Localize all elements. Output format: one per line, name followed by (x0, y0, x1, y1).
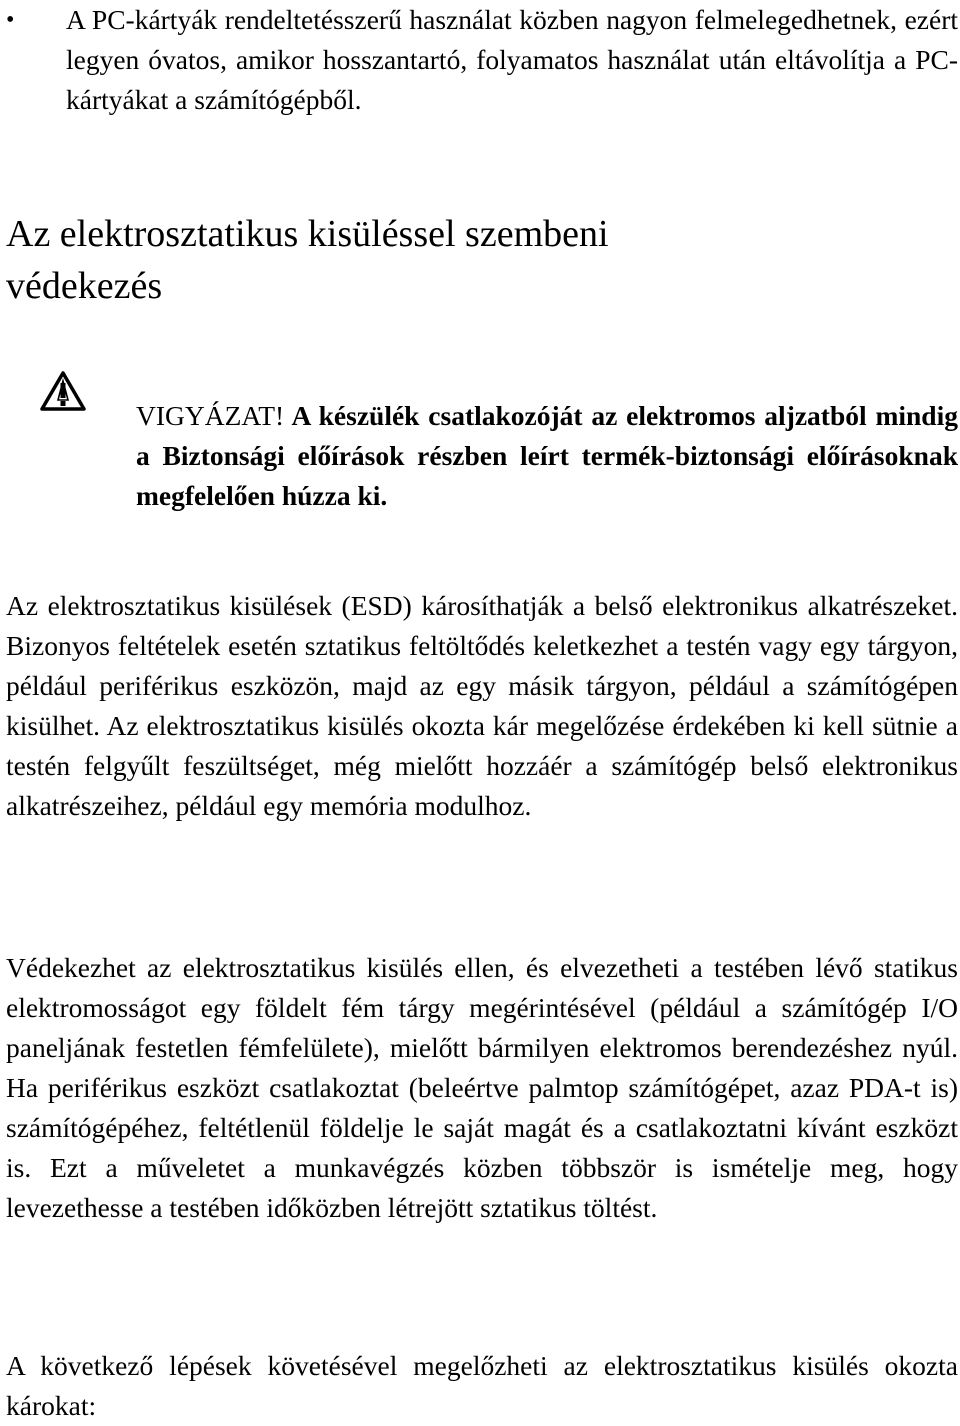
warning-notice (136, 396, 958, 516)
paragraph-steps-intro: A következő lépések követésével megelőzheti az elektrosztatikus kisülés okozta károkat: (6, 1350, 958, 1421)
warning-text: A készülék csatlakozóját az elektromos aljzatból mindig a Biztonsági előírások részben leírt termék-biztonsági előírásoknak megfelelően húzza ki. (136, 400, 958, 511)
heading-line-1: Az elektrosztatikus kisüléssel szembeni (6, 213, 609, 255)
warning-triangle-icon (40, 370, 86, 412)
bullet-text: A PC-kártyák rendeltetésszerű használat közben nagyon felmelegedhetnek, ezért legyen óvatos, amikor hosszantartó, folyamatos használat után eltávolítja a PC-kártyákat a számítógépből. (66, 4, 958, 115)
paragraph-esd-protection: Védekezhet az elektrosztatikus kisülés ellen, és elvezetheti a testében lévő statikus elektromosságot egy földelt fém tárgy megérintésével (például a számítógép I/O paneljának festetlen fémfelülete), mielőtt bármilyen elektromos berendezéshez nyúl. Ha periférikus eszközt csatlakoztat (beleértve palmtop számítógépet, azaz PDA-t is) számítógépéhez, feltétlenül földelje le saját magát és a csatlakoztatni kívánt eszközt is. Ezt a műveletet a munkavégzés közben többször is ismételje meg, hogy levezethesse a testében időközben létrejött sztatikus töltést. (6, 952, 958, 1223)
bullet-symbol: • (6, 7, 15, 33)
warning-label: VIGYÁZAT! (136, 400, 285, 431)
section-heading (6, 208, 906, 312)
heading-line-2: védekezés (6, 265, 163, 307)
paragraph-esd-intro: Az elektrosztatikus kisülések (ESD) károsíthatják a belső elektronikus alkatrészeket. Bizonyos feltételek esetén sztatikus feltöltődés keletkezhet a testén vagy egy tárgyon, például periférikus eszközön, majd az egy másik tárgyon, például a számítógépen kisülhet. Az elektrosztatikus kisülés okozta kár megelőzése érdekében ki kell sütnie a testén felgyűlt feszültséget, még mielőtt hozzáér a számítógép belső elektronikus alkatrészeihez, például egy memória modulhoz. (6, 590, 958, 821)
